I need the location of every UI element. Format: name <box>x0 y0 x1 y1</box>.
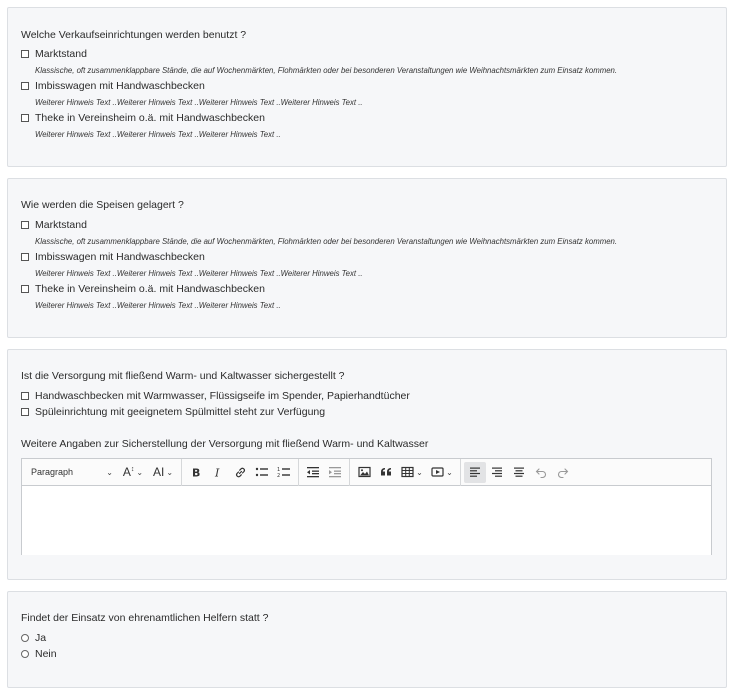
editor-content-area[interactable] <box>22 486 711 555</box>
checkbox-option-spuleinrichtung[interactable] <box>21 405 325 419</box>
question-title: Welche Verkaufseinrichtungen werden benutzt ? <box>21 29 247 41</box>
checkbox[interactable] <box>21 50 29 58</box>
toolbar-separator <box>460 459 461 486</box>
chevron-down-icon: ⌄ <box>166 467 174 477</box>
option-hint: Weiterer Hinweis Text ..Weiterer Hinweis Text ..Weiterer Hinweis Text .. <box>35 301 281 310</box>
chevron-down-icon: ⌄ <box>416 467 423 477</box>
option-label: Marktstand <box>35 219 87 231</box>
image-icon <box>358 466 371 478</box>
option-label: Ja <box>35 632 47 644</box>
option-label: Imbisswagen mit Handwaschbecken <box>35 251 205 263</box>
quote-icon <box>380 466 392 478</box>
bulleted-list-button[interactable] <box>251 462 273 483</box>
undo-icon <box>535 466 547 478</box>
option-label: Nein <box>35 648 57 660</box>
question-panel-verkaufseinrichtungen <box>7 7 727 167</box>
radio-option-ja[interactable] <box>21 631 46 645</box>
toolbar-separator <box>181 459 182 486</box>
redo-icon <box>557 466 569 478</box>
media-icon <box>431 466 444 478</box>
checkbox-option-marktstand[interactable] <box>21 218 87 232</box>
option-hint: Weiterer Hinweis Text ..Weiterer Hinweis Text ..Weiterer Hinweis Text .. <box>35 130 281 139</box>
bulleted-list-icon <box>255 466 269 478</box>
increase-indent-button[interactable] <box>324 462 346 483</box>
option-label: Theke in Vereinsheim o.ä. mit Handwaschbecken <box>35 283 265 295</box>
editor-label: Weitere Angaben zur Sicherstellung der Versorgung mit fließend Warm- und Kaltwasser <box>21 438 429 450</box>
paragraph-style-dropdown[interactable] <box>26 462 118 483</box>
checkbox[interactable] <box>21 253 29 261</box>
checkbox-option-theke[interactable] <box>21 282 265 296</box>
toolbar-separator <box>349 459 350 486</box>
radio-button[interactable] <box>21 650 29 658</box>
bold-icon <box>190 466 202 478</box>
option-label: Handwaschbecken mit Warmwasser, Flüssigseife im Spender, Papierhandtücher <box>35 390 410 402</box>
align-left-icon <box>469 466 481 478</box>
font-size-superscript-icon: ↕ <box>130 465 135 473</box>
checkbox[interactable] <box>21 392 29 400</box>
font-size-dropdown[interactable] <box>118 462 148 483</box>
checkbox-option-handwaschbecken[interactable] <box>21 389 410 403</box>
question-panel-wasserversorgung <box>7 349 727 580</box>
outdent-icon <box>306 466 320 478</box>
align-center-icon <box>513 466 525 478</box>
rich-text-editor <box>21 458 712 555</box>
toolbar-separator <box>298 459 299 486</box>
question-title: Findet der Einsatz von ehrenamtlichen Helfern statt ? <box>21 612 269 624</box>
option-label: Theke in Vereinsheim o.ä. mit Handwaschbecken <box>35 112 265 124</box>
svg-text:B: B <box>192 466 201 478</box>
checkbox[interactable] <box>21 114 29 122</box>
font-family-dropdown[interactable] <box>148 462 178 483</box>
block-quote-button[interactable] <box>375 462 397 483</box>
paragraph-style-label: Paragraph <box>31 467 74 477</box>
align-right-button[interactable] <box>486 462 508 483</box>
link-icon <box>234 466 247 479</box>
undo-button[interactable] <box>530 462 552 483</box>
chevron-down-icon: ⌄ <box>106 467 113 477</box>
option-label: Marktstand <box>35 48 87 60</box>
svg-text:I: I <box>215 466 220 478</box>
checkbox[interactable] <box>21 408 29 416</box>
align-center-button[interactable] <box>508 462 530 483</box>
numbered-list-icon <box>277 466 291 478</box>
radio-option-nein[interactable] <box>21 647 57 661</box>
checkbox[interactable] <box>21 285 29 293</box>
question-panel-lagerung <box>7 178 727 338</box>
svg-text:1: 1 <box>277 467 281 473</box>
bold-button[interactable] <box>185 462 207 483</box>
checkbox-option-theke[interactable] <box>21 111 265 125</box>
radio-button[interactable] <box>21 634 29 642</box>
editor-toolbar <box>22 459 711 486</box>
checkbox[interactable] <box>21 82 29 90</box>
option-hint: Klassische, oft zusammenklappbare Stände, die auf Wochenmärkten, Flohmärkten oder bei besonderen Veranstaltungen wie Weihnachtsmärkten zum Einsatz kommen. <box>35 237 618 246</box>
option-hint: Weiterer Hinweis Text ..Weiterer Hinweis Text ..Weiterer Hinweis Text ..Weiterer Hinweis Text .. <box>35 98 363 107</box>
option-label: Spüleinrichtung mit geeignetem Spülmittel steht zur Verfügung <box>35 406 326 418</box>
option-label: Imbisswagen mit Handwaschbecken <box>35 80 205 92</box>
option-hint: Weiterer Hinweis Text ..Weiterer Hinweis Text ..Weiterer Hinweis Text ..Weiterer Hinweis Text .. <box>35 269 363 278</box>
decrease-indent-button[interactable] <box>302 462 324 483</box>
checkbox-option-imbisswagen[interactable] <box>21 250 205 264</box>
align-left-button[interactable] <box>464 462 486 483</box>
align-right-icon <box>491 466 503 478</box>
indent-icon <box>328 466 342 478</box>
font-size-icon: A <box>122 465 131 479</box>
italic-button[interactable] <box>207 462 229 483</box>
checkbox-option-imbisswagen[interactable] <box>21 79 205 93</box>
question-title: Wie werden die Speisen gelagert ? <box>21 199 184 211</box>
question-panel-ehrenamtliche-helfer <box>7 591 727 688</box>
question-title: Ist die Versorgung mit fließend Warm- und Kaltwasser sichergestellt ? <box>21 370 345 382</box>
insert-table-dropdown[interactable] <box>397 462 427 483</box>
font-family-icon: AI <box>152 465 165 479</box>
redo-button[interactable] <box>552 462 574 483</box>
link-button[interactable] <box>229 462 251 483</box>
italic-icon <box>212 466 224 478</box>
insert-media-dropdown[interactable] <box>427 462 457 483</box>
table-icon <box>401 466 414 478</box>
checkbox[interactable] <box>21 221 29 229</box>
option-hint: Klassische, oft zusammenklappbare Stände, die auf Wochenmärkten, Flohmärkten oder bei besonderen Veranstaltungen wie Weihnachtsmärkten zum Einsatz kommen. <box>35 66 618 75</box>
chevron-down-icon: ⌄ <box>136 467 144 477</box>
numbered-list-button[interactable] <box>273 462 295 483</box>
chevron-down-icon: ⌄ <box>446 467 453 477</box>
svg-text:2: 2 <box>277 473 281 478</box>
checkbox-option-marktstand[interactable] <box>21 47 87 61</box>
insert-image-button[interactable] <box>353 462 375 483</box>
